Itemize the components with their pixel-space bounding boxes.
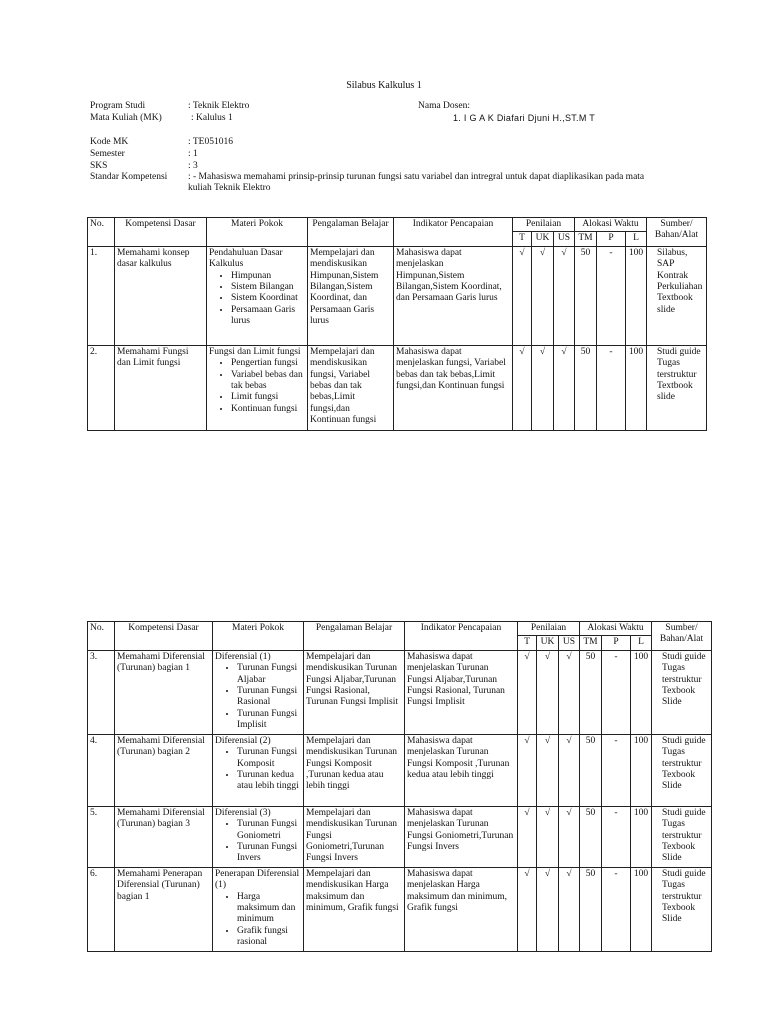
row-indikator: Mahasiswa dapat menjelaskan Turunan Fungsi Goniometri,Turunan Fungsi Invers <box>405 806 518 867</box>
col-l: L <box>626 232 647 246</box>
materi-item: • Pengertian fungsi <box>231 358 305 369</box>
materi-item: • Turunan Fungsi Implisit <box>237 709 301 732</box>
row-p: - <box>597 345 626 430</box>
materi-item: • Grafik fungsi rasional <box>237 926 301 949</box>
col-indikator: Indikator Pencapaian <box>405 622 518 651</box>
row-p: - <box>602 867 631 951</box>
row-pengalaman: Mempelajari dan mendiskusikan Turunan Fungsi Komposit ,Turunan kedua atau lebih tinggi <box>304 734 405 806</box>
kode-mk-label: Kode MK <box>90 137 129 147</box>
mata-kuliah-value: : Kalulus 1 <box>191 113 233 123</box>
row-l: 100 <box>626 345 647 430</box>
row-no: 4. <box>88 734 115 806</box>
col-p: P <box>602 636 631 650</box>
col-materi: Materi Pokok <box>213 622 304 651</box>
col-tm: TM <box>575 232 597 246</box>
table-row <box>88 806 712 867</box>
materi-title: Pendahuluan Dasar Kalkulus <box>209 247 283 270</box>
row-indikator: Mahasiswa dapat menjelaskan Turunan Fungsi Aljabar,Turunan Fungsi Rasional, Turunan Fungsi Implisit <box>405 650 518 734</box>
row-l: 100 <box>631 734 652 806</box>
col-us: US <box>554 232 575 246</box>
col-materi: Materi Pokok <box>207 218 308 247</box>
row-sumber <box>652 734 712 806</box>
materi-item: • Himpunan <box>231 271 305 282</box>
row-sumber <box>647 246 707 345</box>
sumber-item: • Textbook <box>657 381 704 392</box>
materi-item: • Persamaan Garis lurus <box>231 305 305 328</box>
col-uk: UK <box>537 636 559 650</box>
sumber-item: • Slide <box>662 781 709 792</box>
row-p: - <box>602 650 631 734</box>
row-uk: √ <box>537 650 559 734</box>
row-tm: 50 <box>575 246 597 345</box>
row-p: - <box>602 806 631 867</box>
program-studi-label: Program Studi <box>90 101 146 111</box>
standar-kompetensi-label: Standar Kompetensi <box>90 172 168 182</box>
materi-item: • Harga maksimum dan minimum <box>237 892 301 926</box>
row-us: √ <box>554 345 575 430</box>
program-studi-value: : Teknik Elektro <box>188 101 250 111</box>
document-title: Silabus Kalkulus 1 <box>346 80 422 91</box>
row-materi <box>207 345 308 430</box>
sumber-item: • Textbook <box>657 293 704 304</box>
row-pengalaman: Mempelajari dan mendiskusikan Turunan Fungsi Goniometri,Turunan Fungsi Invers <box>304 806 405 867</box>
materi-item: • Turunan Fungsi Aljabar <box>237 663 301 686</box>
sumber-item: • Studi guide <box>657 347 704 358</box>
sumber-item: • Tugas terstruktur <box>662 880 709 903</box>
sumber-item: • slide <box>657 392 704 403</box>
materi-title: Diferensial (2) <box>215 735 271 746</box>
col-p: P <box>597 232 626 246</box>
col-pengalaman: Pengalaman Belajar <box>308 218 394 247</box>
sumber-item: • Studi guide <box>662 808 709 819</box>
row-indikator: Mahasiswa dapat menjelaskan fungsi, Variabel bebas dan tak bebas,Limit fungsi,dan Kontinuan fungsi <box>394 345 513 430</box>
row-us: √ <box>559 867 580 951</box>
row-l: 100 <box>631 867 652 951</box>
row-tm: 50 <box>575 345 597 430</box>
row-l: 100 <box>626 246 647 345</box>
row-indikator: Mahasiswa dapat menjelaskan Himpunan,Sistem Bilangan,Sistem Koordinat, dan Persamaan Garis lurus <box>394 246 513 345</box>
row-uk: √ <box>537 806 559 867</box>
row-kompetensi: Memahami Penerapan Diferensial (Turunan) bagian 1 <box>115 867 213 951</box>
col-t: T <box>518 636 537 650</box>
col-tm: TM <box>580 636 602 650</box>
row-materi <box>213 806 304 867</box>
row-materi <box>213 650 304 734</box>
table-row <box>88 650 712 734</box>
materi-item: • Turunan Fungsi Komposit <box>237 747 301 770</box>
row-no: 2. <box>88 345 115 430</box>
row-kompetensi: Memahami Diferensial (Turunan) bagian 3 <box>115 806 213 867</box>
row-p: - <box>602 734 631 806</box>
sumber-item: • Silabus, SAP <box>657 248 704 271</box>
row-pengalaman: Mempelajari dan mendiskusikan Turunan Fungsi Aljabar,Turunan Fungsi Rasional, Turunan Fungsi Implisit <box>304 650 405 734</box>
materi-item: • Turunan Fungsi Goniometri <box>237 819 301 842</box>
sumber-item: • Tugas terstruktur <box>662 747 709 770</box>
col-penilaian: Penilaian <box>518 622 580 636</box>
row-uk: √ <box>537 867 559 951</box>
row-pengalaman: Mempelajari dan mendiskusikan Himpunan,Sistem Bilangan,Sistem Koordinat, dan Persamaan Garis lurus <box>308 246 394 345</box>
materi-item: • Turunan Fungsi Invers <box>237 842 301 865</box>
row-t: √ <box>513 246 532 345</box>
row-sumber <box>652 806 712 867</box>
sumber-item: • Kontrak Perkuliahan <box>657 271 704 294</box>
nama-dosen-label: Nama Dosen: <box>418 101 470 111</box>
table-row <box>88 867 712 951</box>
sumber-item: • Texbook <box>662 903 709 914</box>
col-indikator: Indikator Pencapaian <box>394 218 513 247</box>
col-t: T <box>513 232 532 246</box>
col-no: No. <box>88 622 115 651</box>
sumber-item: • slide <box>657 305 704 316</box>
row-tm: 50 <box>580 650 602 734</box>
row-pengalaman: Mempelajari dan mendiskusikan fungsi, Variabel bebas dan tak bebas,Limit fungsi,dan Kontinuan fungsi <box>308 345 394 430</box>
row-l: 100 <box>631 650 652 734</box>
sumber-item: • Tugas terstruktur <box>662 819 709 842</box>
row-tm: 50 <box>580 734 602 806</box>
materi-item: • Turunan Fungsi Rasional <box>237 686 301 709</box>
row-materi <box>207 246 308 345</box>
materi-item: • Kontinuan fungsi <box>231 404 305 415</box>
row-uk: √ <box>537 734 559 806</box>
col-pengalaman: Pengalaman Belajar <box>304 622 405 651</box>
syllabus-table-1 <box>87 217 707 431</box>
sumber-item: • Tugas terstruktur <box>662 663 709 686</box>
row-us: √ <box>559 806 580 867</box>
col-penilaian: Penilaian <box>513 218 575 232</box>
row-no: 3. <box>88 650 115 734</box>
row-us: √ <box>559 650 580 734</box>
col-us: US <box>559 636 580 650</box>
materi-item: • Limit fungsi <box>231 392 305 403</box>
row-p: - <box>597 246 626 345</box>
row-uk: √ <box>532 246 554 345</box>
row-kompetensi: Memahami Diferensial (Turunan) bagian 2 <box>115 734 213 806</box>
materi-title: Diferensial (1) <box>215 651 271 662</box>
sks-label: SKS <box>90 161 108 171</box>
sumber-item: • Studi guide <box>662 736 709 747</box>
row-t: √ <box>518 867 537 951</box>
materi-item: • Turunan kedua atau lebih tinggi <box>237 770 301 793</box>
row-no: 6. <box>88 867 115 951</box>
row-us: √ <box>559 734 580 806</box>
sumber-item: • Slide <box>662 853 709 864</box>
sumber-item: • Tugas terstruktur <box>657 358 704 381</box>
col-l: L <box>631 636 652 650</box>
materi-title: Fungsi dan Limit fungsi <box>209 346 301 357</box>
table-row <box>88 345 707 430</box>
sumber-item: • Studi guide <box>662 869 709 880</box>
materi-item: • Variabel bebas dan tak bebas <box>231 370 305 393</box>
nama-dosen-value: 1. I G A K Diafari Djuni H.,ST.M T <box>453 113 596 123</box>
row-sumber <box>647 345 707 430</box>
sumber-item: • Slide <box>662 697 709 708</box>
materi-title: Penerapan Diferensial (1) <box>215 868 300 891</box>
row-t: √ <box>513 345 532 430</box>
semester-label: Semester <box>90 149 125 159</box>
syllabus-table-2 <box>87 621 712 952</box>
row-indikator: Mahasiswa dapat menjelaskan Turunan Fungsi Komposit ,Turunan kedua atau lebih tinggi <box>405 734 518 806</box>
row-sumber <box>652 867 712 951</box>
row-kompetensi: Memahami konsep dasar kalkulus <box>115 246 207 345</box>
materi-item: • Sistem Koordinat <box>231 293 305 304</box>
col-kompetensi: Kompetensi Dasar <box>115 218 207 247</box>
col-alokasi: Alokasi Waktu <box>575 218 647 232</box>
row-kompetensi: Memahami Diferensial (Turunan) bagian 1 <box>115 650 213 734</box>
row-pengalaman: Mempelajari dan mendiskusikan Harga maksimum dan minimum, Grafik fungsi <box>304 867 405 951</box>
row-us: √ <box>554 246 575 345</box>
standar-kompetensi-value: : - Mahasiswa memahami prinsip-prinsip turunan fungsi satu variabel dan intregral untuk dapat diaplikasikan pada mata kuliah Teknik Elektro <box>188 172 645 194</box>
kode-mk-value: : TE051016 <box>188 137 233 147</box>
sumber-item: • Texbook <box>662 842 709 853</box>
table-row <box>88 734 712 806</box>
col-uk: UK <box>532 232 554 246</box>
materi-title: Diferensial (3) <box>215 807 271 818</box>
row-sumber <box>652 650 712 734</box>
semester-value: : 1 <box>188 149 198 159</box>
row-kompetensi: Memahami Fungsi dan Limit fungsi <box>115 345 207 430</box>
row-materi <box>213 867 304 951</box>
row-tm: 50 <box>580 806 602 867</box>
col-kompetensi: Kompetensi Dasar <box>115 622 213 651</box>
col-alokasi: Alokasi Waktu <box>580 622 652 636</box>
col-sumber: Sumber/ Bahan/Alat <box>652 622 712 651</box>
row-t: √ <box>518 650 537 734</box>
col-no: No. <box>88 218 115 247</box>
row-t: √ <box>518 734 537 806</box>
row-uk: √ <box>532 345 554 430</box>
sumber-item: • Studi guide <box>662 652 709 663</box>
row-l: 100 <box>631 806 652 867</box>
row-indikator: Mahasiswa dapat menjelaskan Harga maksimum dan minimum, Grafik fungsi <box>405 867 518 951</box>
col-sumber: Sumber/ Bahan/Alat <box>647 218 707 247</box>
table-row <box>88 246 707 345</box>
row-no: 5. <box>88 806 115 867</box>
row-t: √ <box>518 806 537 867</box>
sumber-item: • Texbook <box>662 770 709 781</box>
materi-item: • Sistem Bilangan <box>231 282 305 293</box>
mata-kuliah-label: Mata Kuliah (MK) <box>90 113 162 123</box>
sumber-item: • Texbook <box>662 686 709 697</box>
sks-value: : 3 <box>188 161 198 171</box>
row-materi <box>213 734 304 806</box>
sumber-item: • Slide <box>662 914 709 925</box>
row-no: 1. <box>88 246 115 345</box>
row-tm: 50 <box>580 867 602 951</box>
